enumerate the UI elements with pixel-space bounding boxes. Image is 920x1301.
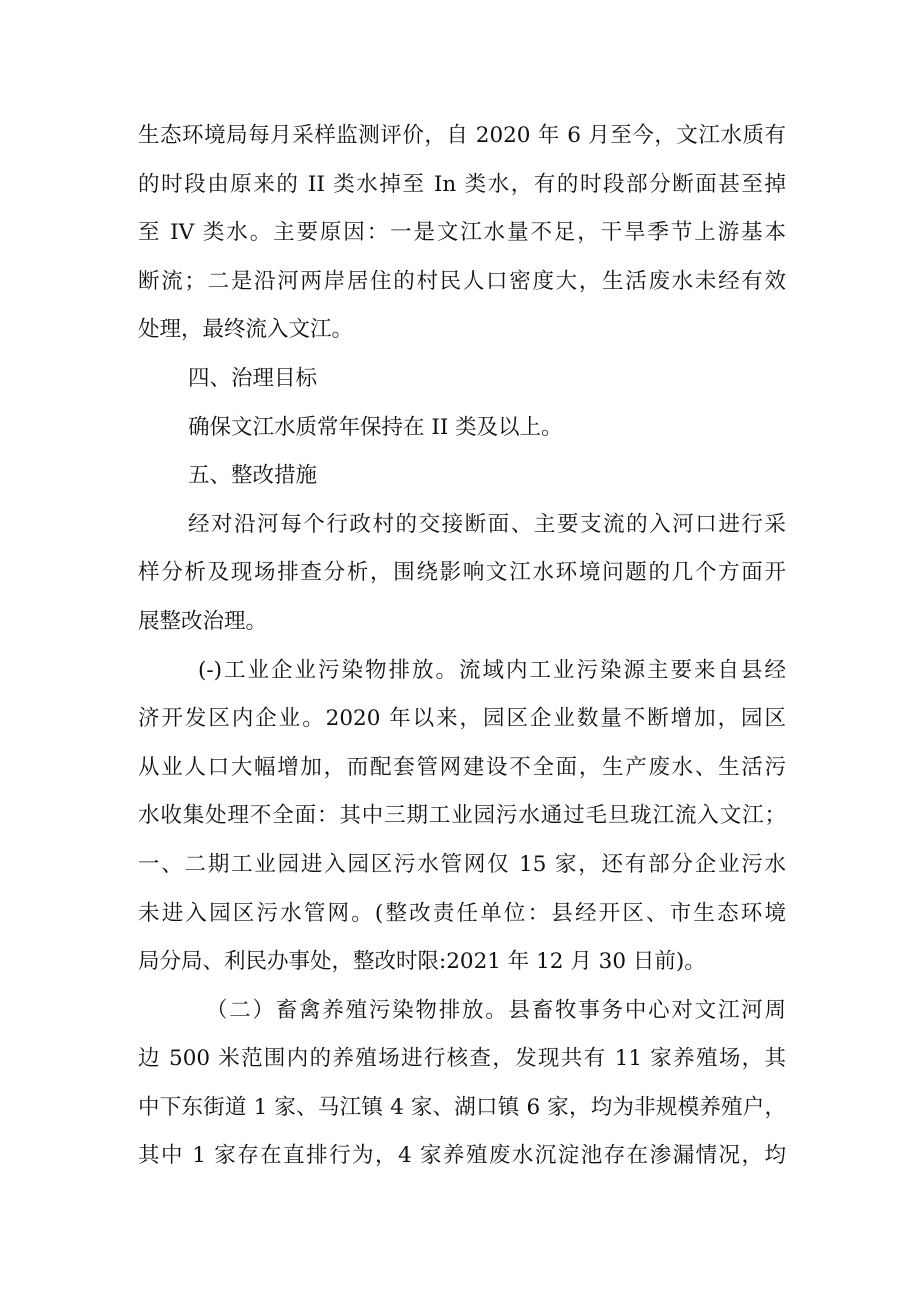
text-line: (-)工业企业污染物排放。流域内工业污染源主要来自县经 (198, 657, 786, 683)
text-line: （二）畜禽养殖污染物排放。县畜牧事务中心对文江河周 (206, 997, 786, 1023)
text-line: 未进入园区污水管网。(整改责任单位：县经开区、市生态环境 (138, 900, 786, 926)
text-line: 至 IV 类水。主要原因：一是文江水量不足，干旱季节上游基本 (138, 220, 786, 246)
text-line: 从业人口大幅增加，而配套管网建设不全面，生产废水、生活污 (138, 754, 786, 780)
paragraph-goal: 确保文江水质常年保持在 II 类及以上。 (188, 414, 563, 440)
text-line: 济开发区内企业。2020 年以来，园区企业数量不断增加，园区 (138, 706, 786, 732)
text-line: 水收集处理不全面：其中三期工业园污水通过毛旦珑江流入文江； (138, 803, 786, 829)
paragraph-livestock-pollution (138, 987, 786, 1181)
text-line: 展整改治理。 (138, 608, 268, 634)
text-line: 的时段由原来的 II 类水掉至 In 类水，有的时段部分断面甚至掉 (138, 171, 786, 197)
text-line: 处理，最终流入文江。 (138, 317, 354, 343)
section-heading-measures: 五、整改措施 (188, 463, 318, 489)
document-body (138, 112, 786, 1181)
paragraph-water-quality (138, 112, 786, 355)
text-line: 中下东街道 1 家、马江镇 4 家、湖口镇 6 家，均为非规模养殖户， (138, 1094, 786, 1120)
text-line: 样分析及现场排查分析，围绕影响文江水环境问题的几个方面开 (138, 560, 786, 586)
text-line: 边 500 米范围内的养殖场进行核查，发现共有 11 家养殖场，其 (138, 1046, 786, 1072)
text-line: 一、二期工业园进入园区污水管网仅 15 家，还有部分企业污水 (138, 851, 786, 877)
text-line: 其中 1 家存在直排行为，4 家养殖废水沉淀池存在渗漏情况，均 (138, 1143, 786, 1169)
text-line: 断流；二是沿河两岸居住的村民人口密度大，生活废水未经有效 (138, 268, 786, 294)
paragraph-measures-intro (138, 501, 786, 647)
text-line: 局分局、利民办事处，整改时限:2021 年 12 月 30 日前)。 (138, 949, 706, 975)
paragraph-industrial-pollution (138, 647, 786, 987)
text-line: 经对沿河每个行政村的交接断面、主要支流的入河口进行采 (188, 511, 786, 537)
text-line: 生态环境局每月采样监测评价，自 2020 年 6 月至今，文江水质有 (138, 123, 786, 148)
section-heading-goals: 四、治理目标 (188, 365, 318, 391)
